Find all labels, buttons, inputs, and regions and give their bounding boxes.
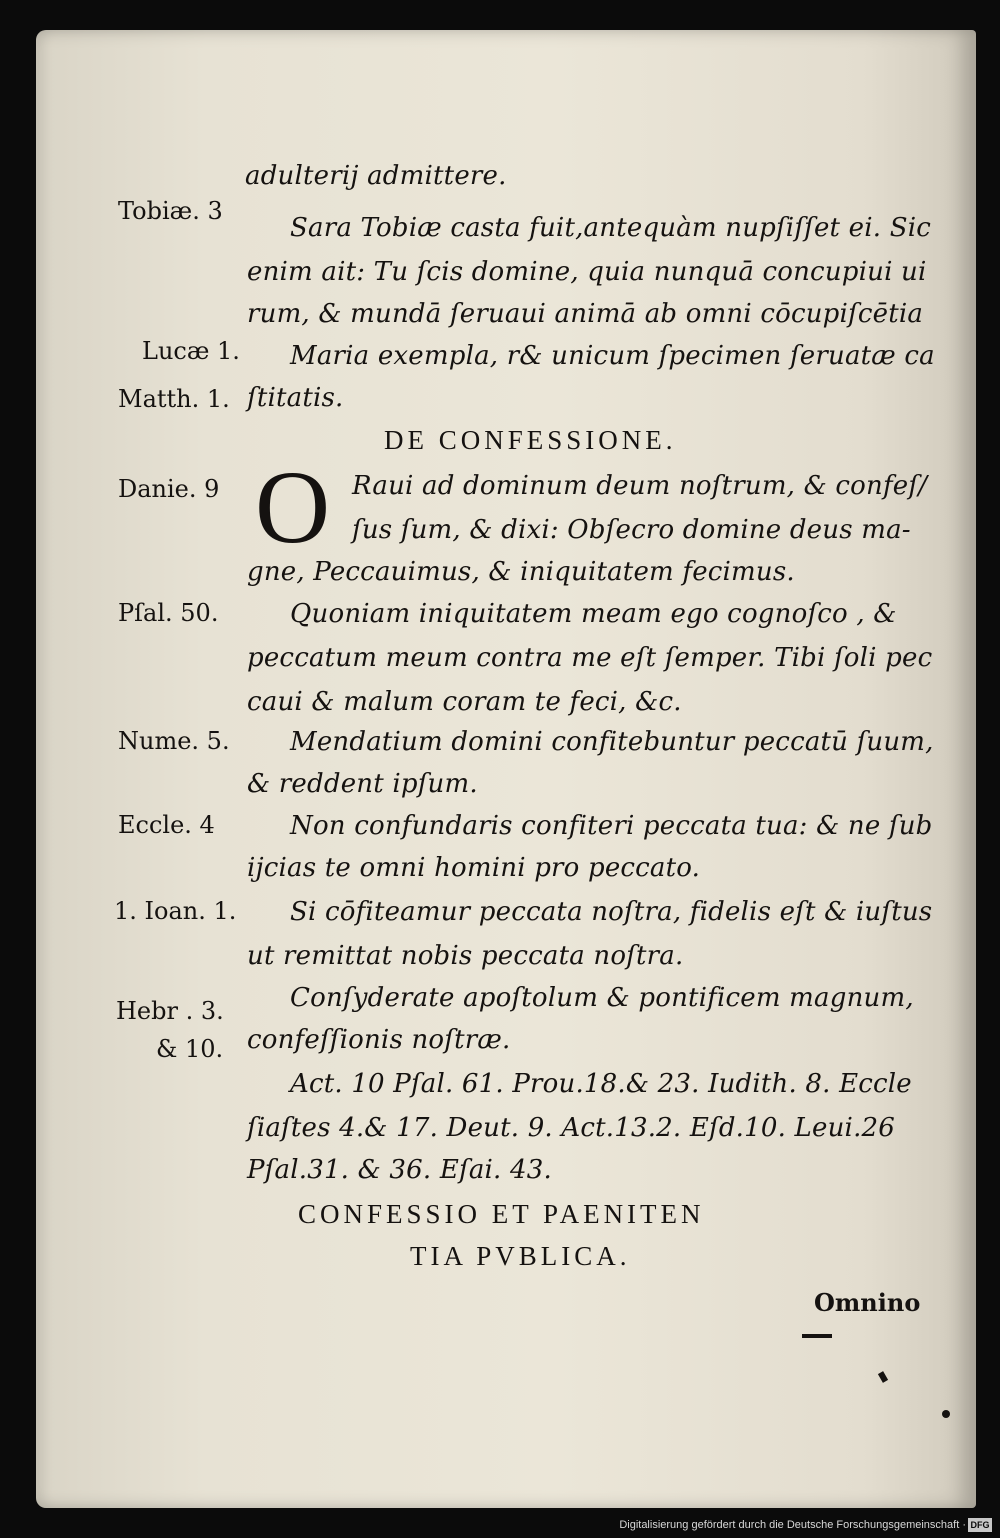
text-line: Act. 10 Pſal. 61. Prou.18.& 23. Iudith. 8. Eccle: [290, 1069, 912, 1099]
dfg-logo: DFG: [968, 1518, 992, 1532]
heading-confessio-line-2: TIA PVBLICA.: [410, 1241, 631, 1271]
text-line: Si cōfiteamur peccata noſtra, fidelis eſt & iuſtus: [290, 897, 933, 927]
margin-note: Matth. 1.: [118, 385, 230, 413]
footer-bar: [0, 1516, 1000, 1538]
text-line: peccatum meum contra me eſt ſemper. Tibi ſoli pec: [247, 643, 933, 673]
text-line: confeſſionis noſtræ.: [247, 1025, 511, 1055]
text-line: caui & malum coram te feci, &c.: [247, 687, 682, 717]
digitization-credit: Digitalisierung gefördert durch die Deutsche Forschungsgemeinschaft ·: [619, 1519, 966, 1531]
margin-note: Danie. 9: [118, 475, 220, 503]
text-line: Maria exempla, r& unicum ſpecimen ſeruatæ ca: [290, 341, 935, 371]
text-line: Non confundaris confiteri peccata tua: & ne ſub: [290, 811, 933, 841]
text-line: ſiaſtes 4.& 17. Deut. 9. Act.13.2. Eſd.10. Leui.26: [247, 1113, 896, 1143]
drop-cap: O: [255, 450, 331, 565]
margin-note: Pſal. 50.: [118, 599, 219, 627]
ink-mark: [802, 1334, 832, 1338]
text-line: Raui ad dominum deum noſtrum, & confeſ/: [352, 471, 928, 501]
catchword: Omnino: [814, 1288, 921, 1317]
margin-note: Nume. 5.: [118, 727, 230, 755]
margin-note: & 10.: [156, 1035, 224, 1063]
book-page: [36, 30, 976, 1508]
text-line: gne, Peccauimus, & iniquitatem fecimus.: [247, 557, 795, 587]
text-line: ut remittat nobis peccata noſtra.: [247, 941, 684, 971]
text-line: Quoniam iniquitatem meam ego cognoſco , &: [290, 599, 897, 629]
margin-note: Hebr . 3.: [116, 997, 224, 1025]
margin-note: Tobiæ. 3: [118, 197, 223, 225]
ink-mark: [942, 1410, 950, 1418]
margin-note: Eccle. 4: [118, 811, 215, 839]
text-line: rum, & mundā ſeruaui animā ab omni cōcupiſcētia: [247, 299, 924, 329]
margin-note: 1. Ioan. 1.: [114, 897, 237, 925]
heading-de-confessione: DE CONFESSIONE.: [384, 425, 677, 455]
text-line: Mendatium domini confitebuntur peccatū ſuum,: [290, 727, 934, 757]
text-line: Sara Tobiæ casta fuit,antequàm nupſiſſet ei. Sic: [290, 213, 931, 243]
text-line: ſus ſum, & dixi: Obſecro domine deus ma-: [352, 515, 911, 545]
margin-note: Lucæ 1.: [142, 337, 240, 365]
text-line: Pſal.31. & 36. Eſai. 43.: [247, 1155, 552, 1185]
text-line: adulterij admittere.: [245, 161, 507, 191]
text-line: Conſyderate apoſtolum & pontificem magnum,: [290, 983, 914, 1013]
text-line: ſtitatis.: [247, 383, 344, 413]
heading-confessio-line-1: CONFESSIO ET PAENITEN: [298, 1199, 705, 1229]
text-line: ijcias te omni homini pro peccato.: [247, 853, 701, 883]
text-line: enim ait: Tu ſcis domine, quia nunquā concupiui ui: [247, 257, 927, 287]
text-line: & reddent ipſum.: [247, 769, 478, 799]
